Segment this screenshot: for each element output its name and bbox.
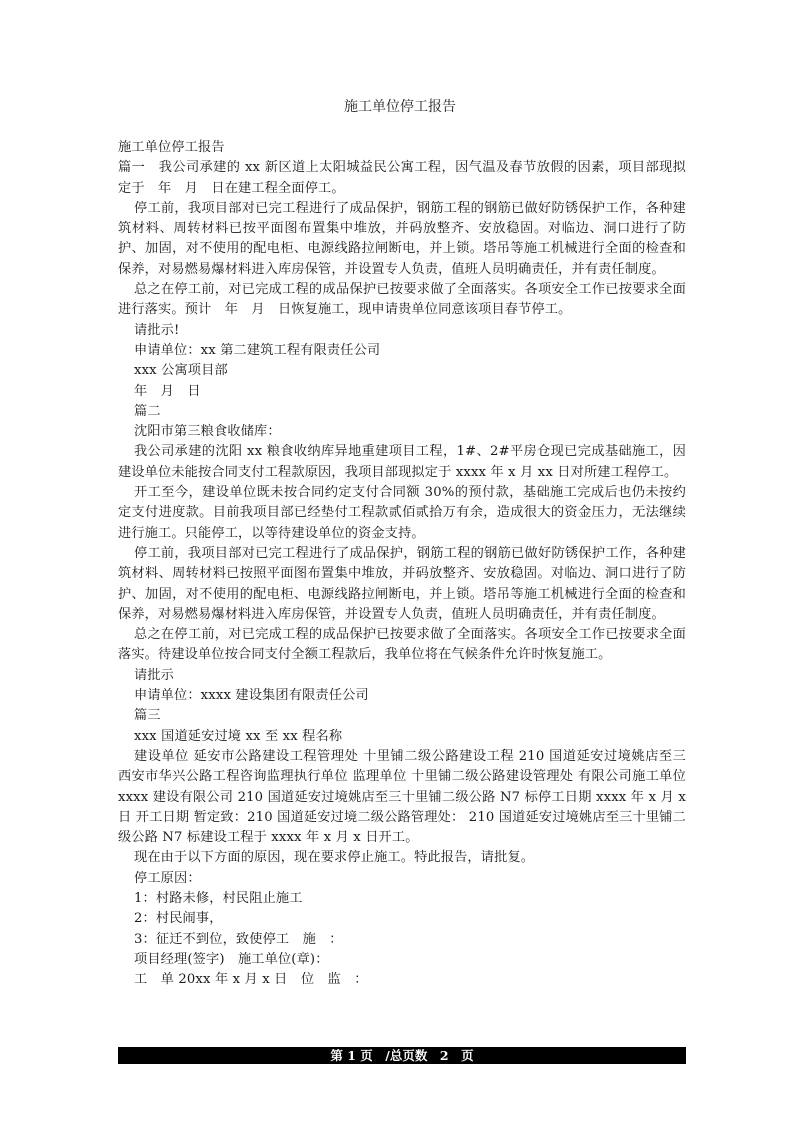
paragraph: 工 单 20xx 年 x 月 x 日 位 监 ：: [134, 972, 368, 988]
paragraph: 总之在停工前，对已完成工程的成品保护已按要求做了全面落实。各项安全工作已按要求全面进行落实。预计 年 月 日恢复施工，现申请贵单位同意该项目春节停工。: [118, 282, 686, 318]
paragraph: 3：征迁不到位，致使停工 施 ：: [134, 931, 343, 947]
paragraph: 施工单位停工报告: [118, 140, 225, 155]
paragraph: 建设单位 延安市公路建设工程管理处 十里铺二级公路建设工程 210 国道延安过境姚店至三 西安市华兴公路工程咨询监理执行单位 监理单位 十里铺二级公路建设管理处 有限公司施工单位 xxxx 建设有限公司 210 国道延安过境姚店至三十里铺二级公路 N7 标停工日期 xxxx 年 x 月 x 日 开工日期 暂定致：210 国道延安过境二级公路管理处： 210 国道延安过境姚店至三十里铺二级公路 N7 标建设工程于 xxxx 年 x 月 x 日开工。: [118, 748, 686, 846]
paragraph: 总之在停工前，对已完成工程的成品保护已按要求做了全面落实。各项安全工作已按要求全面落实。待建设单位按合同支付全额工程款后，我单位将在气候条件允许时恢复施工。: [118, 627, 686, 663]
paragraph: 停工前，我项目部对已完工程进行了成品保护，钢筋工程的钢筋已做好防锈保护工作，各种建筑材料、周转材料已按平面图布置集中堆放，并码放整齐、安放稳固。对临边、洞口进行了防护、加固，对不使用的配电柜、电源线路拉闸断电，并上锁。塔吊等施工机械进行全面的检查和保养，对易燃易爆材料进入库房保管，并设置专人负责，值班人员明确责任，并有责任制度。: [118, 200, 686, 277]
paragraph: 申请单位：xxxx 建设集团有限责任公司: [134, 688, 369, 704]
document-body: [118, 138, 686, 990]
paragraph: 请批示!: [134, 322, 180, 338]
page-number-footer: 第 1 页 /总页数 2 页: [118, 1047, 686, 1064]
paragraph: 1：村路未修，村民阻止施工: [134, 890, 303, 906]
paragraph: 篇一 我公司承建的 xx 新区道上太阳城益民公寓工程，因气温及春节放假的因素，项目部现拟定于 年 月 日在建工程全面停工。: [118, 160, 686, 196]
paragraph: xxx 国道延安过境 xx 至 xx 程名称: [134, 728, 343, 744]
paragraph: 篇三: [134, 708, 161, 724]
paragraph: xxx 公寓项目部: [134, 363, 228, 379]
paragraph: 我公司承建的沈阳 xx 粮食收纳库异地重建项目工程，1#、2#平房仓现已完成基础施工，因建设单位未能按合同支付工程款原因，我项目部现拟定于 xxxx 年 x 月 xx 日对所建工程停工。: [118, 444, 686, 480]
paragraph: 沈阳市第三粮食收储库：: [134, 424, 281, 440]
paragraph: 项目经理(签字) 施工单位(章)：: [134, 951, 329, 967]
paragraph: 申请单位：xx 第二建筑工程有限责任公司: [134, 342, 381, 358]
paragraph: 开工至今，建设单位既未按合同约定支付合同额 30%的预付款，基础施工完成后也仍未按约定支付进度款。目前我项目部已经垫付工程款贰佰贰拾万有余，造成很大的资金压力，无法继续进行施工。只能停工，以等待建设单位的资金支持。: [118, 485, 686, 541]
paragraph: 停工前，我项目部对已完工程进行了成品保护，钢筋工程的钢筋已做好防锈保护工作，各种建筑材料、周转材料已按照平面图布置集中堆放，并码放整齐、安放稳固。对临边、洞口进行了防护、加固，对不使用的配电柜、电源线路拉闸断电，并上锁。塔吊等施工机械进行全面的检查和保养，对易燃易爆材料进入库房保管，并设置专人负责，值班人员明确责任，并有责任制度。: [118, 545, 686, 622]
paragraph: 停工原因：: [134, 870, 201, 886]
paragraph: 请批示: [134, 667, 175, 683]
paragraph: 现在由于以下方面的原因，现在要求停止施工。特此报告，请批复。: [134, 850, 535, 866]
paragraph: 2：村民闹事，: [134, 911, 223, 927]
paragraph: 年 月 日: [134, 383, 201, 399]
document-title: 施工单位停工报告: [344, 99, 456, 115]
paragraph: 篇二: [134, 403, 161, 419]
